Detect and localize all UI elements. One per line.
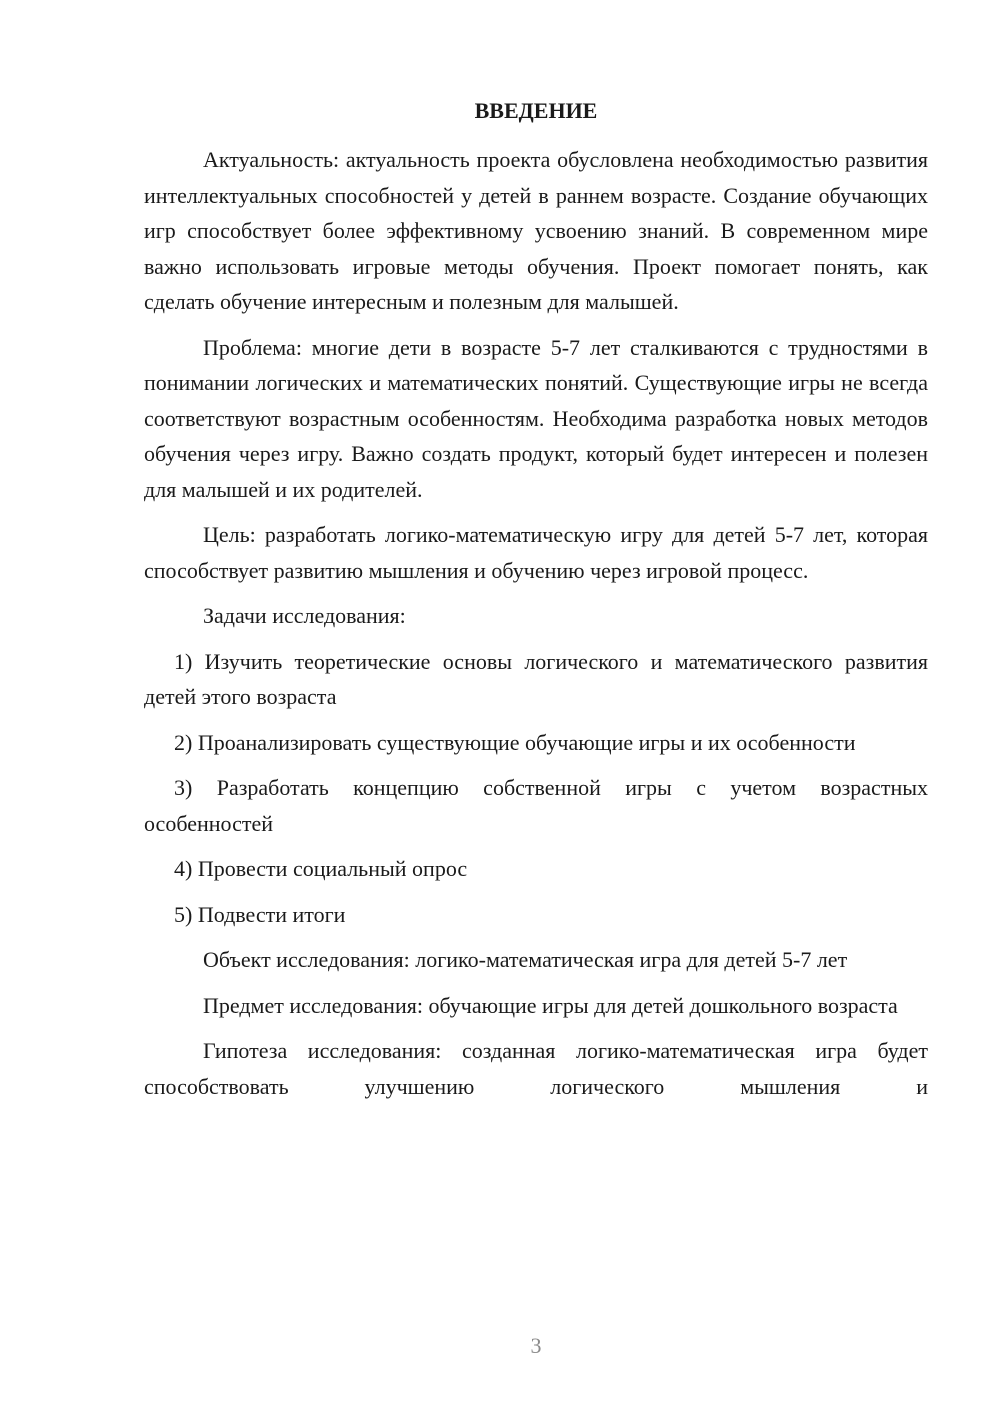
paragraph-hypothesis: Гипотеза исследования: созданная логико-математическая игра будет способствовать улучшению логического мышления и [144, 1038, 928, 1099]
paragraph-object: Объект исследования: логико-математическая игра для детей 5-7 лет [203, 947, 848, 972]
list-item-task-4: 4) Провести социальный опрос [174, 856, 468, 881]
page-number: 3 [530, 1333, 542, 1358]
list-item-task-5: 5) Подвести итоги [174, 901, 346, 927]
paragraph-goal: Цель: разработать логико-математическую игру для детей 5-7 лет, которая способствует развитию мышления и обучению через игровой процесс. [144, 522, 928, 583]
paragraph-subject: Предмет исследования: обучающие игры для детей дошкольного возраста [203, 992, 898, 1018]
list-item-task-1: 1) Изучить теоретические основы логического и математического развития детей этого возраста [144, 648, 928, 709]
paragraph-relevance: Актуальность: актуальность проекта обусловлена необходимостью развития интеллектуальных способностей у детей в раннем возрасте. Создание обучающих игр способствует более эффективному усвоению знаний. В современном мире важно использовать игровые методы обучения. Проект помогает понять, как сделать обучение интересным и полезным для малышей. [144, 147, 928, 314]
paragraph-tasks-heading: Задачи исследования: [203, 603, 406, 628]
list-item-task-3: 3) Разработать концепцию собственной игры с учетом возрастных особенностей [144, 775, 928, 836]
paragraph-problem: Проблема: многие дети в возрасте 5-7 лет сталкиваются с трудностями в понимании логических и математических понятий. Существующие игры не всегда соответствуют возрастным особенностям. Необходима разработка новых методов обучения через игру. Важно создать продукт, который будет интересен и полезен для малышей и их родителей. [144, 334, 928, 502]
page-title: ВВЕДЕНИЕ [474, 98, 598, 123]
document-body [144, 142, 928, 1104]
list-item-task-2: 2) Проанализировать существующие обучающие игры и их особенности [174, 729, 856, 755]
